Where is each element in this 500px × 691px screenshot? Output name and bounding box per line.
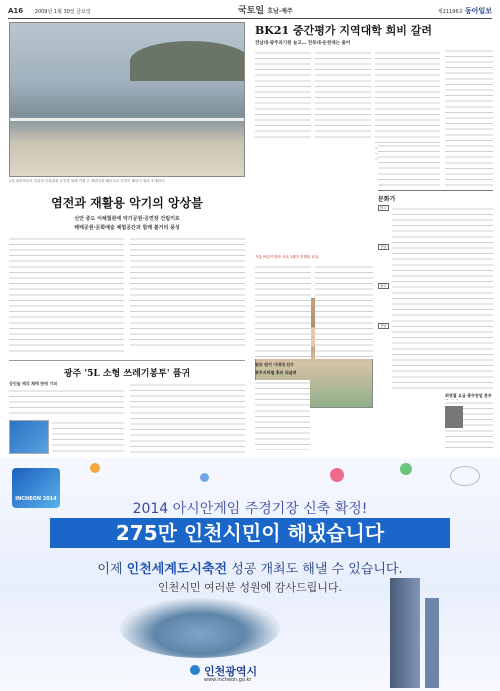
photo-story-subheadline-1: 신안 증도 어체험관에 악기공원·공연장 건립키로 xyxy=(74,216,180,222)
road-line xyxy=(10,118,245,121)
photo-story-subheadline-2: 해태공원·문화예술 체험공간과 함께 볼거리 풍성 xyxy=(74,225,180,231)
page-header xyxy=(8,4,492,18)
photo-story-body-col2 xyxy=(130,236,245,346)
index-item-label: 전남 xyxy=(380,245,387,250)
side-box-body xyxy=(255,380,310,450)
ad-line-3-prefix: 이제 xyxy=(97,562,127,577)
ad-line-3-highlight: 인천세계도시축전 xyxy=(126,562,228,577)
photo-story-body-col1 xyxy=(9,236,124,356)
firework-graphic xyxy=(330,468,344,482)
portrait-photo xyxy=(445,406,463,428)
firework-graphic xyxy=(90,463,100,473)
top-story-headline: BK21 중간평가 지역대학 희비 갈려 xyxy=(255,24,432,37)
sponsor-url: www.incheon.go.kr xyxy=(204,677,252,683)
header-rule xyxy=(8,18,492,19)
right-body-col xyxy=(445,48,493,186)
games-logo-thumbnail xyxy=(9,420,49,454)
bottom-left-body-col2 xyxy=(130,382,245,454)
index-body xyxy=(392,206,493,391)
obituary-title: 최영열 요금 광주천업 본부 xyxy=(445,393,492,398)
bottom-left-headline: 광주 '5L 소형 쓰레기봉투' 퓸귀 xyxy=(63,369,191,379)
issue-number: 제21196호 xyxy=(437,9,464,15)
photo-story-headline: 염전과 재활용 악기의 앙상블 xyxy=(51,196,203,210)
section-name: 국토일 xyxy=(238,6,265,16)
middle-body-col1 xyxy=(255,264,311,359)
tower-image xyxy=(390,578,420,688)
asian-games-logo: INCHEON 2014 xyxy=(12,468,60,508)
divider xyxy=(9,360,245,361)
ad-line-1: 2014 아시안게임 주경기장 신축 확정! xyxy=(132,501,368,517)
city-emblem-icon xyxy=(190,665,200,675)
newspaper-brand: 동아일보 xyxy=(464,7,492,15)
middle-photo-caption: 겨울 어린이 방학 프로그램이 진행된 교실. xyxy=(255,255,320,259)
thumbnail-text xyxy=(52,420,124,454)
incheon-advertisement xyxy=(0,458,500,691)
section-title xyxy=(238,4,293,19)
stadium-image xyxy=(120,598,280,658)
ad-line-3-suffix: 성공 개최도 해낼 수 있습니다. xyxy=(227,562,403,577)
firework-graphic xyxy=(400,463,412,475)
top-story-body-col2 xyxy=(315,50,371,140)
index-item-label: 광주 xyxy=(380,284,387,289)
side-box-subtitle: 광주지하철 홍보 되살려 xyxy=(255,370,297,375)
ad-line-4: 인천시민 여러분 성원에 감사드립니다. xyxy=(157,581,342,594)
index-title: 문화가 xyxy=(378,196,396,203)
ad-line-3 xyxy=(0,558,500,577)
header-right xyxy=(438,4,492,19)
coastline-photo xyxy=(9,22,245,177)
bottom-left-body xyxy=(9,388,124,418)
right-body-top xyxy=(378,143,440,187)
page-number: A16 xyxy=(8,7,24,15)
tower-image xyxy=(425,598,439,688)
top-story-body-col1 xyxy=(255,50,311,140)
top-story-subheadline: 전남대·광주과기원 늘고… 전북대·순천대는 줄어 xyxy=(255,41,351,46)
bottom-left-subheadline: 상인들 매각 채택 판매 기피 xyxy=(9,381,58,386)
firework-graphic xyxy=(200,473,209,482)
section-region: 호남·제주 xyxy=(267,8,293,15)
sponsor-name: 인천광역시 xyxy=(204,665,258,678)
index-rule xyxy=(378,190,493,191)
middle-body-col2 xyxy=(315,264,373,359)
index-item-label: 전남 xyxy=(380,323,387,328)
mountain-shape xyxy=(130,41,245,81)
ad-line-2: 275만 인천시민이 해냈습니다 xyxy=(50,518,450,548)
side-box-title: 원조 원어 이대대 선수 xyxy=(255,362,294,367)
issue-date: 2009년 1월 30일 금요일 xyxy=(34,9,91,15)
index-item-label: 광주 xyxy=(380,206,387,210)
photo-caption: 1일 광양자동차 진출과 문화관광 증진을 위해 가꿔 온 해변공원 해안도로 전경이 해넘이 겹쳐 소개된다. xyxy=(9,179,166,183)
emblem-icon xyxy=(450,466,480,486)
